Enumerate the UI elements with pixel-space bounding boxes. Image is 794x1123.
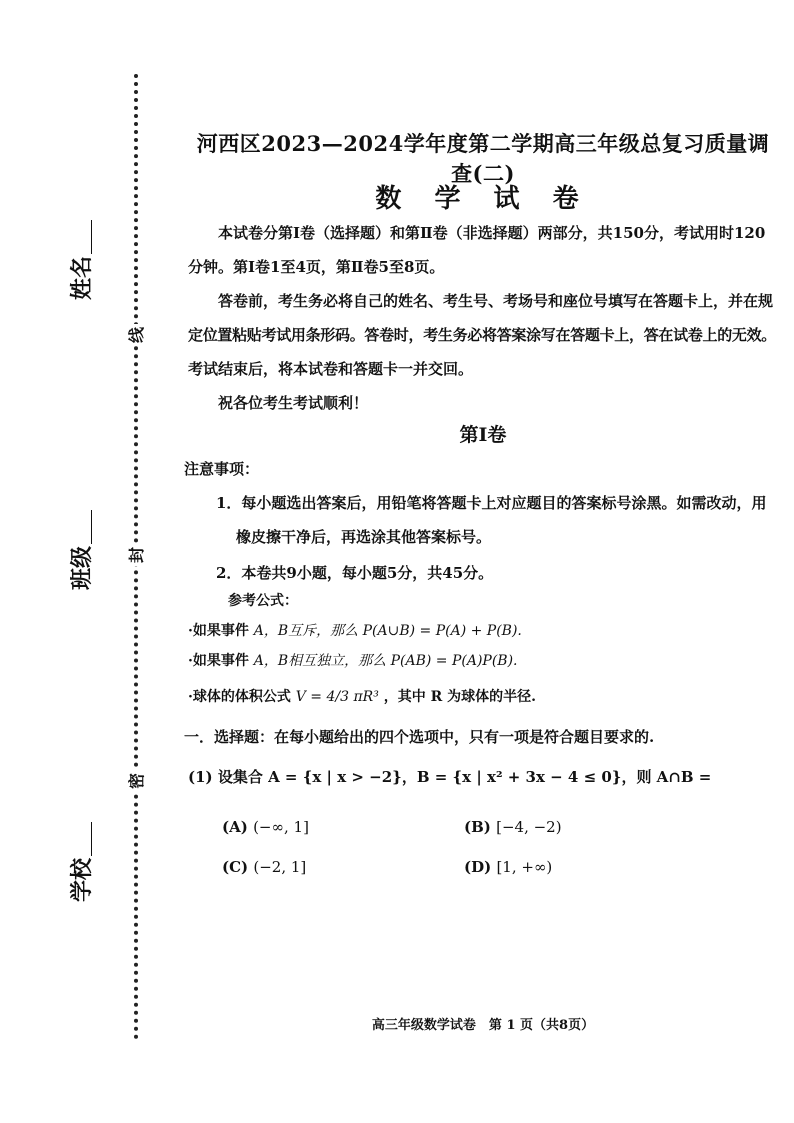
formula-2-text: ·如果事件 [188,653,249,669]
note1-line1: 1．每小题选出答案后，用铅笔将答题卡上对应题目的答案标号涂黑。如需改动，用 [216,494,767,512]
formula-1 [188,614,778,648]
formula-heading: 参考公式： [228,593,298,609]
exam-title: 河西区2023—2024学年度第二学期高三年级总复习质量调查(二) [196,131,770,186]
question-1-stem-text: (1) 设集合 A = {x | x > −2}，B = {x | x² + 3x − 4 ≤ 0}，则 A∩B = [188,768,712,786]
name-label: 姓名 [69,255,95,300]
option-b-label: (B) [464,818,491,836]
option-c-value: (−2, 1] [253,858,307,876]
formula-3-math: V = 4/3 πR³ [295,689,379,705]
section-title: 第Ⅰ卷 [459,424,507,446]
option-c[interactable] [222,858,306,876]
school-label: 学校 [69,857,95,902]
option-d-label: (D) [464,858,492,876]
notes-heading: 注意事项： [184,460,260,478]
seal-char-xian: 线 [126,324,148,346]
formula-1-math: A，B互斥，那么 P(A∪B) = P(A) + P(B). [253,623,522,639]
note2: 2．本卷共9小题，每小题5分，共45分。 [216,564,494,582]
part-heading: 一．选择题：在每小题给出的四个选项中，只有一项是符合题目要求的. [184,728,655,746]
school-field[interactable] [0,822,180,902]
option-d-value: [1, +∞) [496,858,553,876]
formula-2 [188,644,778,678]
intro-p1-line2: 分钟。第Ⅰ卷1至4页，第Ⅱ卷5至8页。 [188,258,445,276]
question-1-stem [188,760,778,794]
formula-2-math: A，B相互独立，那么 P(AB) = P(A)P(B). [253,653,518,669]
option-a-value: (−∞, 1] [253,818,309,836]
name-underline[interactable] [69,220,92,254]
class-field[interactable] [0,510,180,590]
intro-p2-line3: 考试结束后，将本试卷和答题卡一并交回。 [188,360,474,378]
option-a[interactable] [222,818,309,836]
class-underline[interactable] [69,510,92,544]
formula-3-text: ·球体的体积公式 [188,689,291,705]
formula-3-tail: ，其中 R 为球体的半径. [383,689,536,705]
class-label: 班级 [69,545,95,590]
school-underline[interactable] [69,822,92,856]
seal-char-feng: 封 [126,544,148,566]
name-field[interactable] [0,220,180,300]
intro-p3: 祝各位考生考试顺利！ [218,394,369,412]
option-c-label: (C) [222,858,249,876]
formula-3 [188,680,778,714]
page-footer: 高三年级数学试卷 第 1 页（共8页） [371,1018,595,1033]
note1-line2: 橡皮擦干净后，再选涂其他答案标号。 [236,528,492,546]
intro-p2-line2: 定位置粘贴考试用条形码。答卷时，考生务必将答案涂写在答题卡上，答在试卷上的无效。 [188,326,777,344]
exam-subtitle: 数 学 试 卷 [375,184,591,214]
intro-p1-line1: 本试卷分第Ⅰ卷（选择题）和第Ⅱ卷（非选择题）两部分，共150分，考试用时120 [218,224,766,242]
option-a-label: (A) [222,818,248,836]
option-d[interactable] [464,858,552,876]
seal-char-mi: 密 [126,770,148,792]
formula-1-text: ·如果事件 [188,623,249,639]
option-b[interactable] [464,818,562,836]
option-b-value: [−4, −2) [496,818,562,836]
intro-p2-line1: 答卷前，考生务必将自己的姓名、考生号、考场号和座位号填写在答题卡上，并在规 [218,292,774,310]
